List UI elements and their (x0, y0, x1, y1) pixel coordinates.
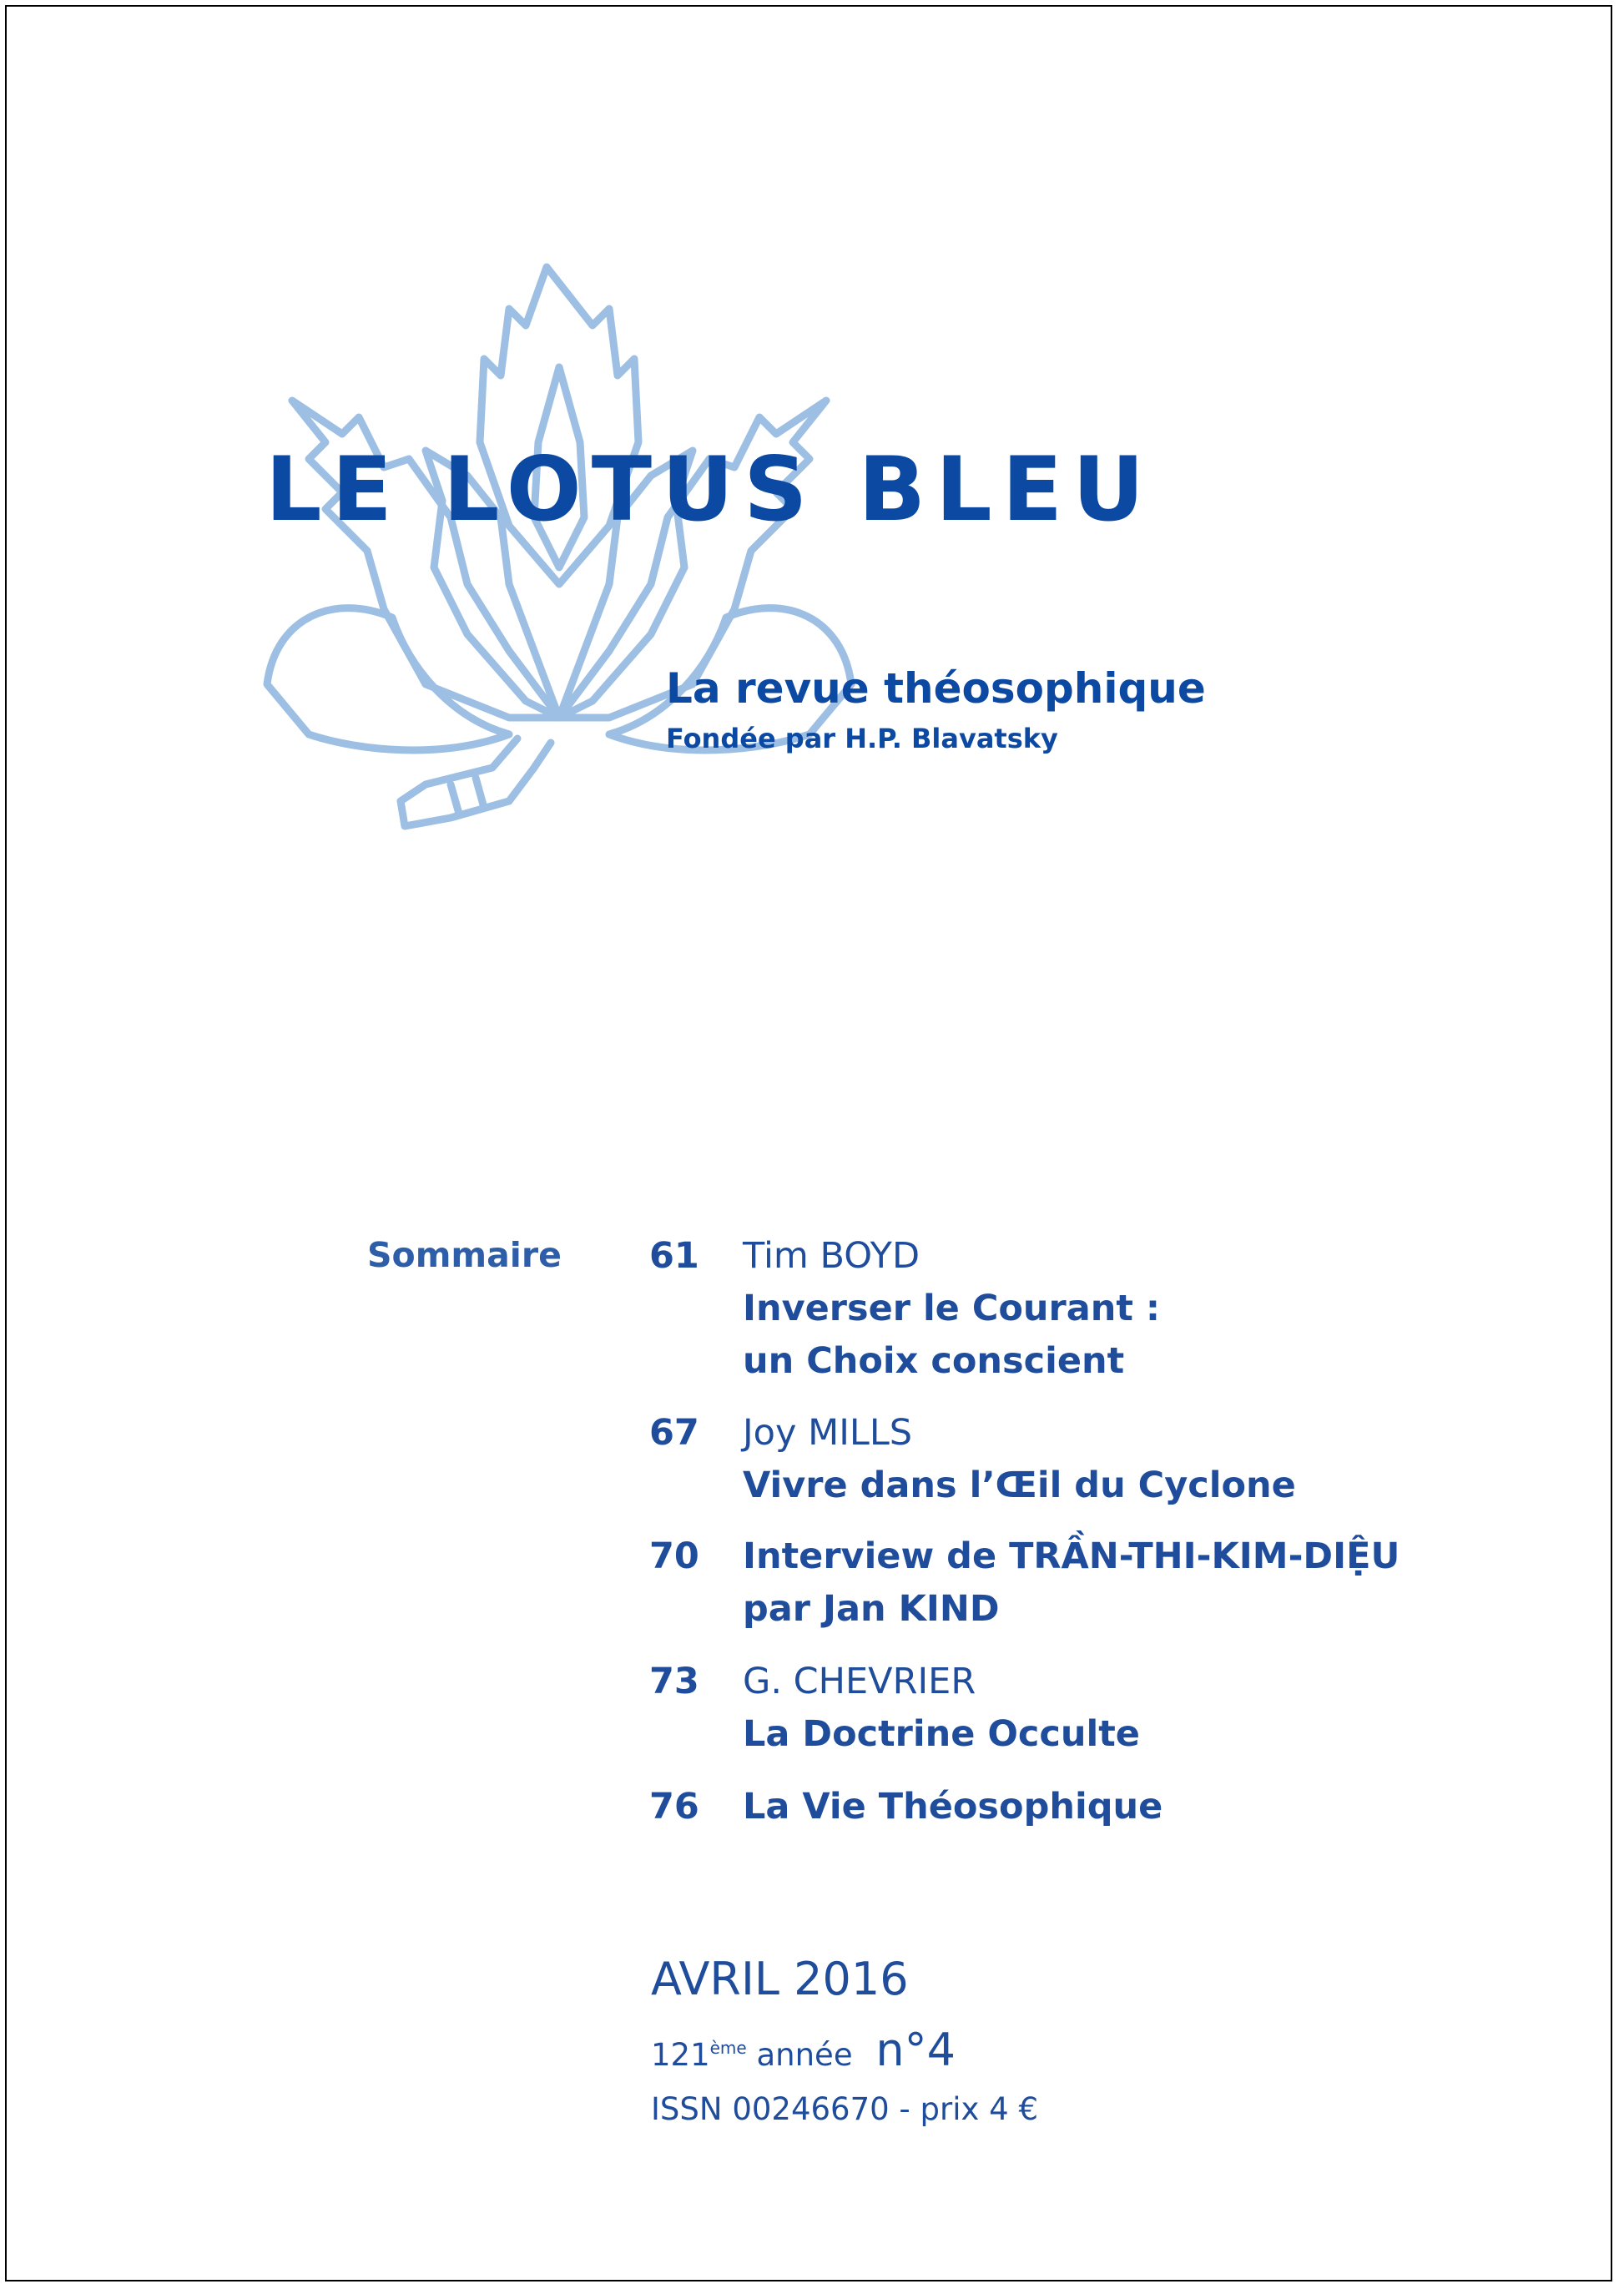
toc-title: La Vie Théosophique (743, 1786, 1163, 1828)
year-word: année (756, 2037, 853, 2073)
toc-title: Vivre dans l’Œil du Cyclone (743, 1465, 1296, 1506)
issue-number: n°4 (875, 2024, 956, 2076)
toc-title: La Doctrine Occulte (743, 1713, 1140, 1755)
toc-page-number: 70 (649, 1535, 699, 1577)
toc-page-number: 61 (649, 1235, 699, 1277)
toc-author: Joy MILLS (743, 1412, 913, 1454)
toc-page-number: 76 (649, 1786, 699, 1828)
year-suffix: ème (709, 2038, 747, 2058)
toc-author: Tim BOYD (743, 1235, 920, 1277)
toc-title: Interview de TRẦN-THI-KIM-DIỆU (743, 1535, 1400, 1577)
toc-title: Inverser le Courant : (743, 1288, 1161, 1329)
founder-line: Fondée par H.P. Blavatsky (666, 723, 1058, 754)
issue-year-line (651, 2024, 956, 2076)
toc-title-continuation: par Jan KIND (743, 1588, 1000, 1630)
contents-heading: Sommaire (367, 1235, 562, 1275)
issn-price: ISSN 00246670 - prix 4 € (651, 2091, 1038, 2127)
year-number: 121 (651, 2037, 710, 2073)
magazine-subtitle: La revue théosophique (666, 664, 1206, 713)
magazine-title: LE LOTUS BLEU (265, 438, 1155, 541)
toc-page-number: 73 (649, 1661, 699, 1702)
toc-title-continuation: un Choix conscient (743, 1340, 1125, 1382)
toc-author: G. CHEVRIER (743, 1661, 976, 1702)
issue-date: AVRIL 2016 (651, 1953, 909, 2005)
toc-page-number: 67 (649, 1412, 699, 1454)
